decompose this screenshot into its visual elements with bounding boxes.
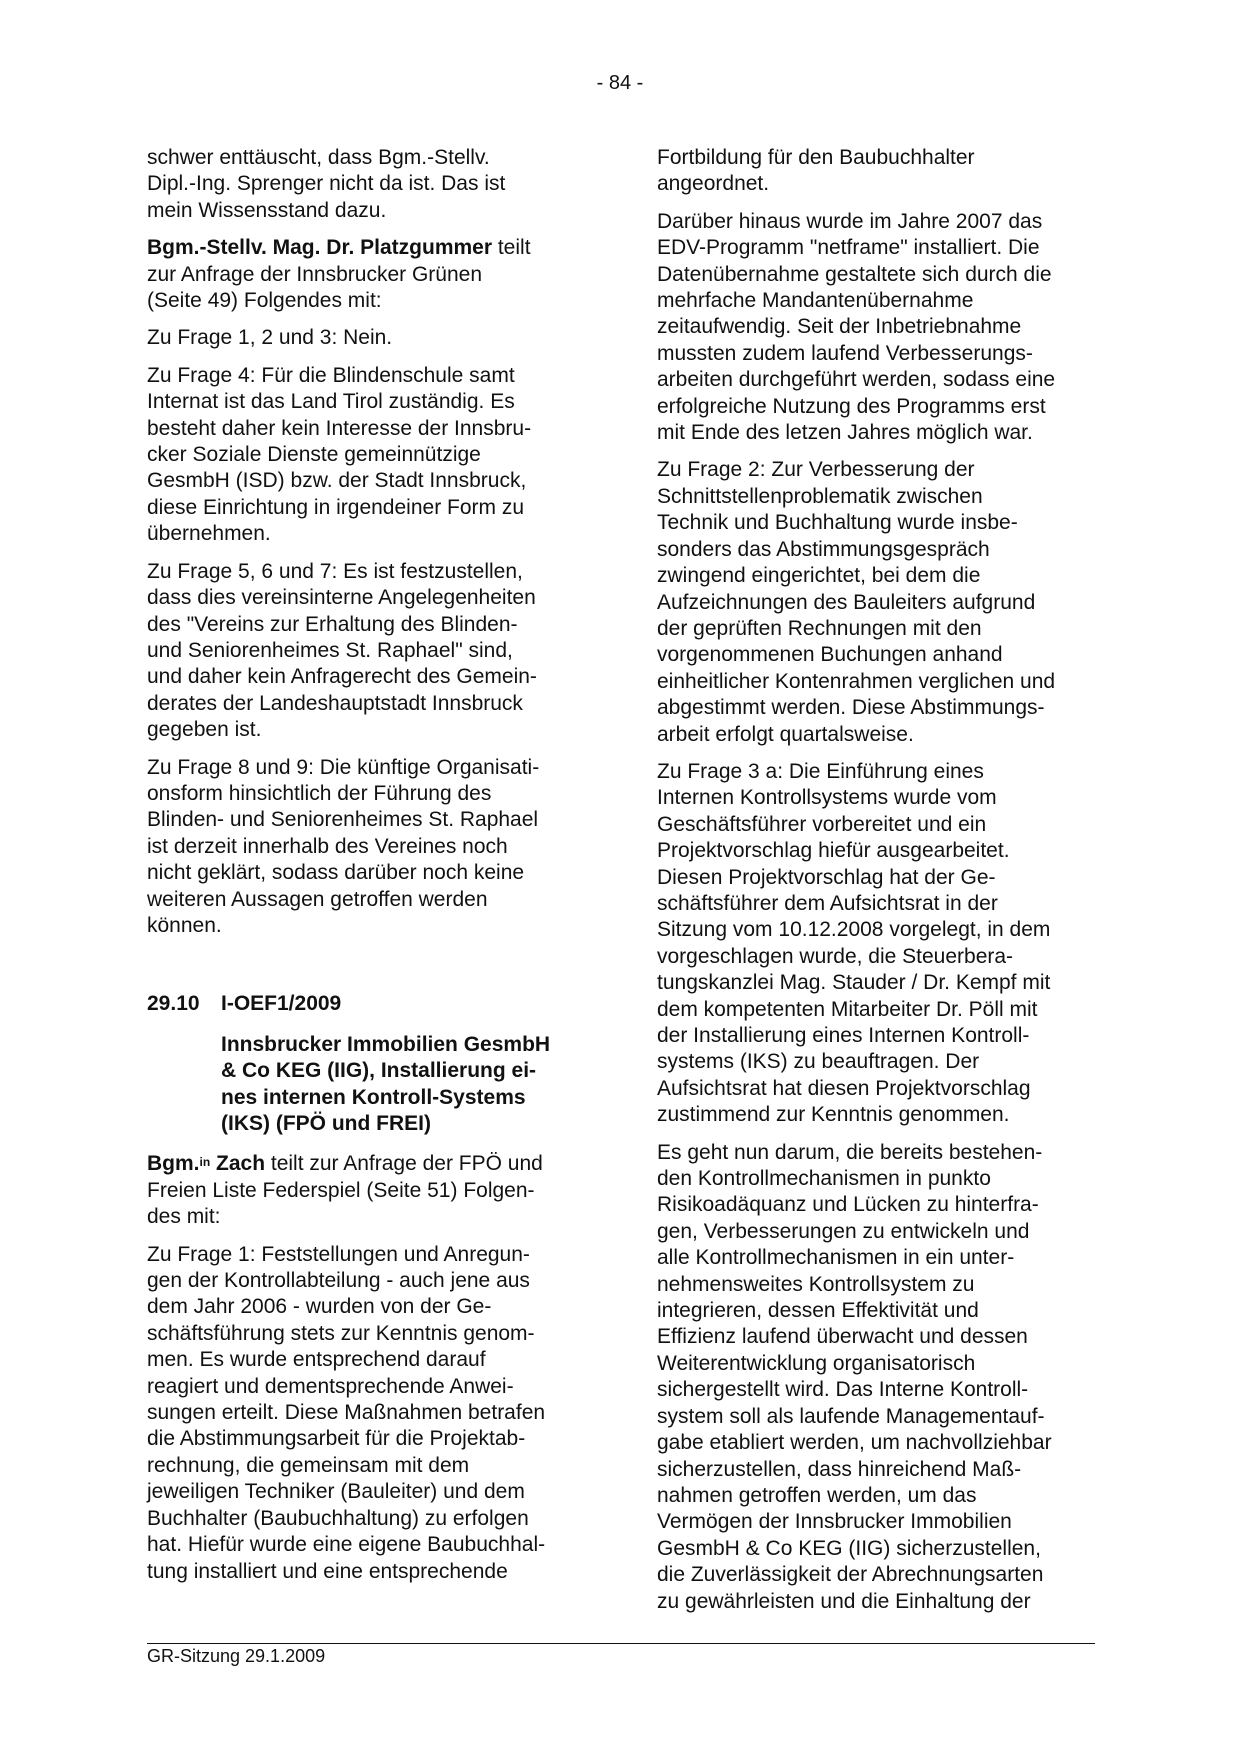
paragraph: Es geht nun darum, die bereits bestehen- den Kontrollmechanismen in punkto Risikoadäquanz und Lücken zu hinterfra- gen, Verbesserungen zu entwickeln und alle Kontrollmechanismen in ein unter- nehmensweites Kontrollsystem zu integrieren, dessen Effektivität und Effizienz laufend überwacht und dessen Weiterentwicklung organisatorisch sichergestellt wird. Das Interne Kontroll- system soll als laufende Managementauf- gabe etabliert werden, um nachvollziehbar sicherzustellen, dass hinreichend Maß- nahmen getroffen werden, um das Vermögen der Innsbrucker Immobilien GesmbH & Co KEG (IIG) sicherzustellen, die Zuverlässigkeit der Abrechnungsarten zu gewährleisten und die Einhaltung der [657, 1140, 1052, 1613]
agenda-code: I-OEF1/2009 [221, 992, 342, 1016]
paragraph: Fortbildung für den Baubuchhalter angeordnet. [657, 146, 975, 196]
paragraph: Zu Frage 3 a: Die Einführung eines Internen Kontrollsystems wurde vom Geschäftsführer vorbereitet und ein Projektvorschlag hiefür ausgearbeitet. Diesen Projektvorschlag hat der Ge- schäftsführer dem Aufsichtsrat in der Sitzung vom 10.12.2008 vorgelegt, in dem vorgeschlagen wurde, die Steuerbera- tungskanzlei Mag. Stauder / Dr. Kempf mit dem kompetenten Mitarbeiter Dr. Pöll mit der Installierung eines Internen Kontroll- systems (IKS) zu beauftragen. Der Aufsichtsrat hat diesen Projektvorschlag zustimmend zur Kenntnis genommen. [657, 759, 1051, 1127]
agenda-item [147, 991, 597, 1137]
paragraph: Zu Frage 1, 2 und 3: Nein. [147, 326, 393, 350]
paragraph: Zu Frage 4: Für die Blindenschule samt Internat ist das Land Tirol zuständig. Es besteht daher kein Interesse der Innsbru- cker Soziale Dienste gemeinnützige GesmbH (ISD) bzw. der Stadt Innsbruck, diese Einrichtung in irgendeiner Form zu übernehmen. [147, 363, 532, 546]
left-column [147, 145, 597, 1596]
page-number: - 84 - [596, 72, 644, 94]
footer: GR-Sitzung 29.1.2009 [147, 1646, 326, 1666]
paragraph: Darüber hinaus wurde im Jahre 2007 das EDV-Programm "netframe" installiert. Die Datenübernahme gestaltete sich durch die mehrfache Mandantenübernahme zeitaufwendig. Seit der Inbetriebnahme mussten zudem laufend Verbesserungs- arbeiten durchgeführt werden, sodass eine erfolgreiche Nutzung des Programms erst mit Ende des letzen Jahres möglich war. [657, 209, 1056, 445]
agenda-title: Innsbrucker Immobilien GesmbH & Co KEG (IIG), Installierung ei- nes internen Kontroll-Systems (IKS) (FPÖ und FREI) [221, 1032, 551, 1135]
speaker-name: Bgm.-Stellv. Mag. Dr. Platzgummer [147, 236, 493, 260]
speaker-name: Zach [210, 1152, 266, 1176]
paragraph: schwer enttäuscht, dass Bgm.-Stellv. Dipl.-Ing. Sprenger nicht da ist. Das ist mein Wissensstand dazu. [147, 146, 506, 222]
paragraph: Zu Frage 1: Feststellungen und Anregun- gen der Kontrollabteilung - auch jene aus dem Jahr 2006 - wurden von der Ge- schäftsführung stets zur Kenntnis genom- men. Es wurde entsprechend darauf reagiert und dementsprechende Anwei- sungen erteilt. Diese Maßnahmen betrafen die Abstimmungsarbeit für die Projektab- rechnung, die gemeinsam mit dem jeweiligen Techniker (Bauleiter) und dem Buchhalter (Baubuchhaltung) zu erfolgen hat. Hiefür wurde eine eigene Baubuchhal- tung installiert und eine entsprechende [147, 1242, 546, 1583]
paragraph: Zu Frage 2: Zur Verbesserung der Schnittstellenproblematik zwischen Technik und Buchhaltung wurde insbe- sonders das Abstimmungsgespräch zwingend eingerichtet, bei dem die Aufzeichnungen des Bauleiters aufgrund der geprüften Rechnungen mit den vorgenommenen Buchungen anhand einheitlicher Kontenrahmen verglichen und abgestimmt werden. Diese Abstimmungs- arbeit erfolgt quartalsweise. [657, 458, 1056, 746]
paragraph: Zu Frage 8 und 9: Die künftige Organisati- onsform hinsichtlich der Führung des Blinden- und Seniorenheimes St. Raphael ist derzeit innerhalb des Vereines noch nicht geklärt, sodass darüber noch keine weiteren Aussagen getroffen werden können. [147, 755, 540, 937]
agenda-heading [147, 991, 597, 1017]
speaker-suffix: in [199, 1155, 211, 1170]
right-column [657, 145, 1107, 1626]
agenda-number: 29.10 [147, 992, 200, 1016]
paragraph: Bgm.$^{in}$ Zach teilt zur Anfrage der FPÖ und Freien Liste Federspiel (Seite 51) Folgen- des mit: [147, 1152, 543, 1229]
footer-divider [147, 1643, 1095, 1644]
speaker-name: Bgm. [147, 1152, 200, 1176]
paragraph: Bgm.-Stellv. Mag. Dr. Platzgummer teilt zur Anfrage der Innsbrucker Grünen (Seite 49) Folgendes mit: [147, 236, 531, 313]
paragraph: Zu Frage 5, 6 und 7: Es ist festzustellen, dass dies vereinsinterne Angelegenheiten des "Vereins zur Erhaltung des Blinden- und Seniorenheimes St. Raphael" sind, und daher kein Anfragerecht des Gemein- derates der Landeshauptstadt Innsbruck gegeben ist. [147, 559, 537, 742]
